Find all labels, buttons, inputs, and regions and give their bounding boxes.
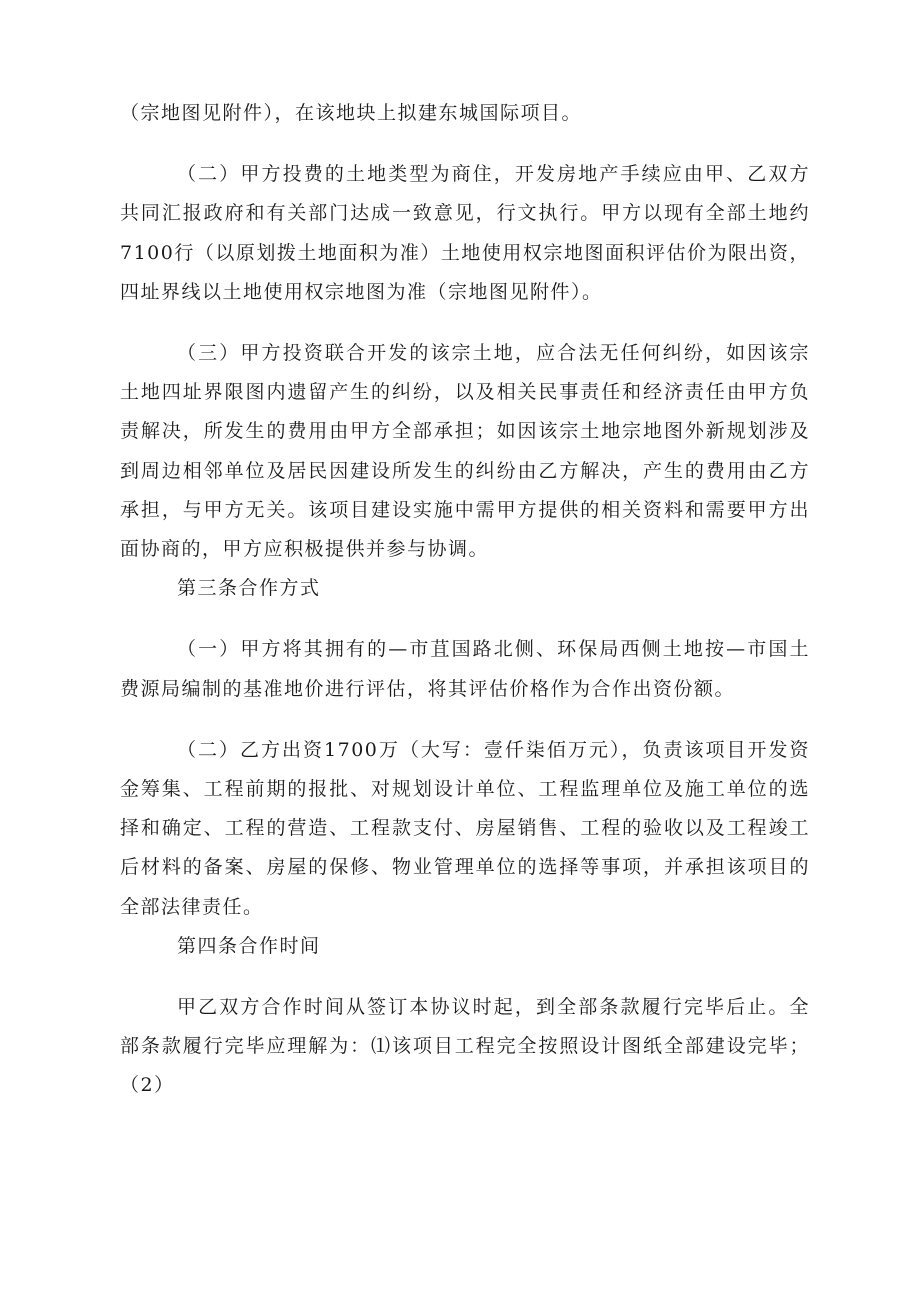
- paragraph-clause-2-3: （三）甲方投资联合开发的该宗土地，应合法无任何纠纷，如因该宗土地四址界限图内遗留产生的纠纷，以及相关民事责任和经济责任由甲方负责解决，所发生的费用由甲方全部承担；如因该宗土地宗地图外新规划涉及到周边相邻单位及居民因建设所发生的纠纷由乙方解决，产生的费用由乙方承担，与甲方无关。该项目建设实施中需甲方提供的相关资料和需要甲方出面协商的，甲方应积极提供并参与协调。: [120, 342, 810, 561]
- paragraph-clause-3-2: （二）乙方出资1700万（大写：壹仟柒佰万元），负责该项目开发资金筹集、工程前期的报批、对规划设计单位、工程监理单位及施工单位的选择和确定、工程的营造、工程款支付、房屋销售、工程的验收以及工程竣工后材料的备案、房屋的保修、物业管理单位的选择等事项，并承担该项目的全部法律责任。: [120, 738, 810, 918]
- document-body: [120, 94, 810, 1106]
- section-heading-article-4: 第四条合作时间: [177, 934, 321, 957]
- paragraph-clause-2-2: （二）甲方投费的土地类型为商住，开发房地产手续应由甲、乙双方共同汇报政府和有关部门达成一致意见，行文执行。甲方以现有全部土地约7100行（以原划拨土地面积为准）土地使用权宗地图面积评估价为限出资，四址界线以土地使用权宗地图为准（宗地图见附件）。: [120, 163, 810, 303]
- paragraph-continuation: （宗地图见附件），在该地块上拟建东城国际项目。: [120, 102, 583, 124]
- paragraph-clause-3-1: （一）甲方将其拥有的—市苴国路北侧、环保局西侧土地按—市国土费源局编制的基准地价进行评估，将其评估价格作为合作出资份额。: [120, 638, 810, 700]
- section-heading-article-3: 第三条合作方式: [177, 577, 321, 600]
- paragraph-article-4-body: 甲乙双方合作时间从签订本协议时起，到全部条款履行完毕后止。全部条款履行完毕应理解为：⑴该项目工程完全按照设计图纸全部建设完毕；（2）: [120, 996, 810, 1097]
